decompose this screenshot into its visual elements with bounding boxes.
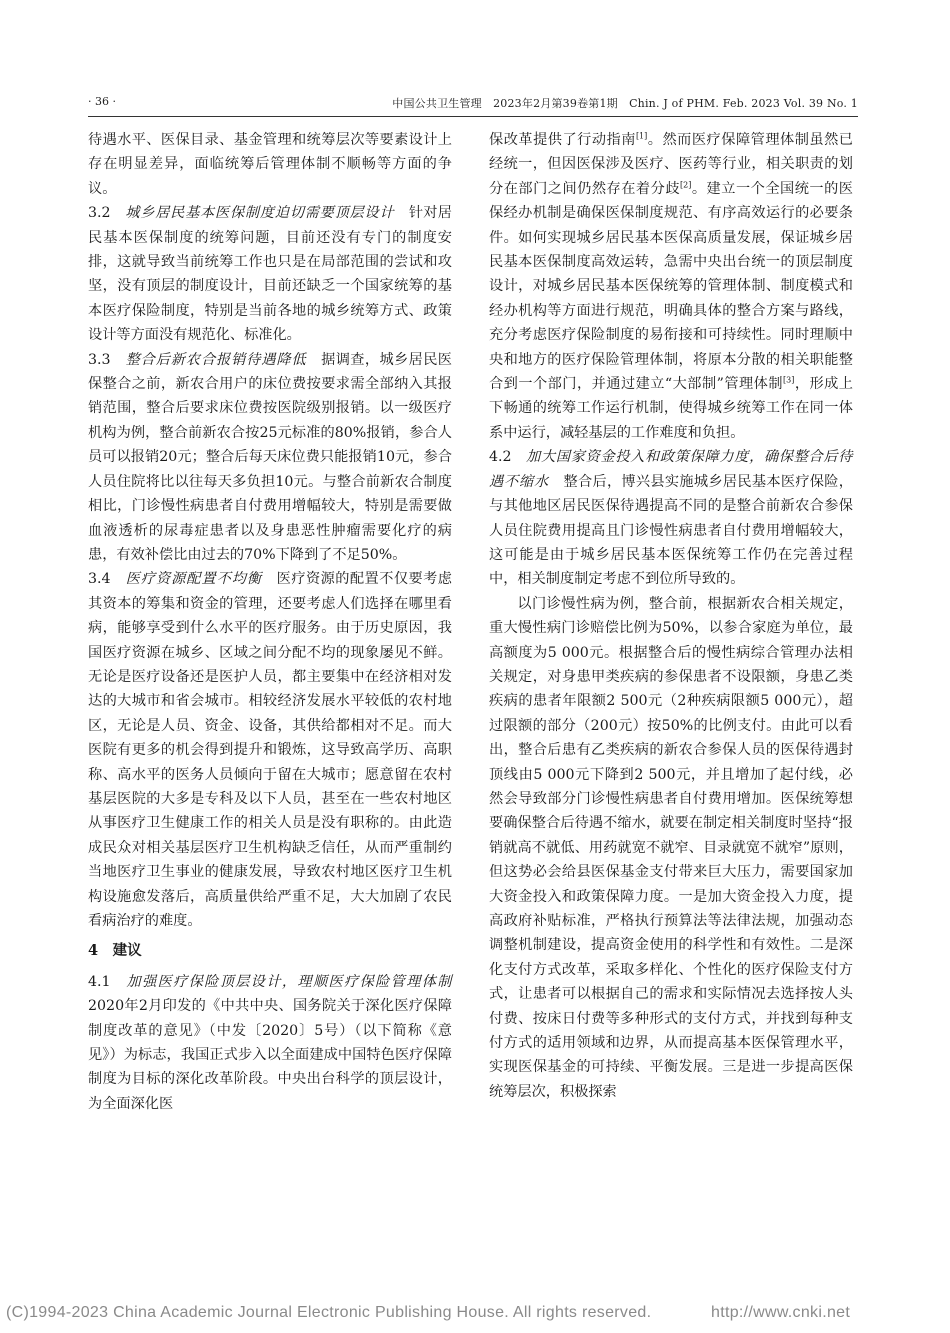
section-text: 整合后，博兴县实施城乡居民基本医疗保险，与其他地区居民医保待遇提高不同的是整合前新农合参保人员住院费用提高且门诊慢性病患者自付费用增幅较大，这可能是由于城乡居民基本医保统筹工作仍在完善过程中，相关制度制定考虑不到位所导致的。	[489, 473, 853, 588]
section-3-4	[88, 567, 452, 933]
section-4-1	[88, 970, 452, 1116]
citation-ref: [2]	[680, 180, 692, 190]
copyright-notice: (C)1994-2023 China Academic Journal Electronic Publishing House. All rights reserved.	[6, 1304, 652, 1321]
text-run: 。然而医疗保障管理体制虽然已经统一，但因医保涉及医疗、医药等行业，相关职责的划分在部门之间仍然存在着分歧	[489, 132, 853, 197]
section-3-2	[88, 201, 452, 347]
citation-ref: [1]	[635, 131, 648, 141]
section-number: 4.2	[489, 449, 512, 466]
section-number: 3.4	[88, 571, 111, 588]
section-text: 针对居民基本医保制度的统筹问题，目前还没有专门的制度安排，这就导致当前统筹工作也只是在局部范围的尝试和攻坚，没有顶层的制度设计，目前还缺乏一个国家统筹的基本医疗保险制度，特别是当前各地的城乡统筹方式、政策设计等方面没有规范化、标准化。	[88, 205, 452, 344]
section-number: 3.3	[88, 351, 111, 368]
section-text: 医疗资源的配置不仅要考虑其资本的筹集和资金的管理，还要考虑人们选择在哪里看病，能够享受到什么水平的医疗服务。由于历史原因，我国医疗资源在城乡、区域之间分配不均的现象屡见不鲜。无论是医疗设备还是医护人员，都主要集中在经济相对发达的大城市和省会城市。相较经济发展水平较低的农村地区，无论是人员、资金、设备，其供给都相对不足。而大医院有更多的机会得到提升和锻炼，这导致高学历、高职称、高水平的医务人员倾向于留在大城市；愿意留在农村基层医院的大多是专科及以下人员，甚至在一些农村地区从事医疗卫生健康工作的相关人员是没有职称的。由此造成民众对相关基层医疗卫生机构缺乏信任，从而严重制约当地医疗卫生事业的健康发展，导致农村地区医疗卫生机构设施愈发落后，高质量供给严重不足，大大加剧了农民看病治疗的难度。	[88, 571, 452, 929]
journal-citation: 中国公共卫生管理 2023年2月第39卷第1期 Chin. J of PHM. Feb. 2023 Vol. 39 No. 1	[392, 97, 858, 110]
section-4-2	[489, 445, 853, 591]
section-title: 加强医疗保险顶层设计，理顺医疗保险管理体制	[126, 973, 452, 990]
section-text: 2020年2月印发的《中共中央、国务院关于深化医疗保障制度改革的意见》（中发〔2020〕5号）（以下简称《意见》）为标志，我国正式步入以全面建成中国特色医疗保障制度为目标的深化改革阶段。中央出台科学的顶层设计，为全面深化医	[88, 998, 452, 1112]
section-4-heading: 4 建议	[88, 942, 142, 960]
continued-paragraph: 待遇水平、医保目录、基金管理和统筹层次等要素设计上存在明显差异，面临统筹后管理体制不顺畅等方面的争议。	[88, 132, 452, 197]
running-header	[88, 95, 858, 115]
cnki-link[interactable]: http://www.cnki.net	[711, 1304, 851, 1321]
section-3-3	[88, 348, 452, 568]
section-text: 据调查，城乡居民医保整合之前，新农合用户的床位费按要求需全部纳入其报销范围，整合后要求床位费按医院级别报销。以一级医疗机构为例，整合前新农合按25元标准的80%报销，参合人员可以报销20元；整合后每天床位费只能报销10元，参合人员住院将比以往每天多负担10元。与整合前新农合制度相比，门诊慢性病患者自付费用增幅较大，特别是需要做血液透析的尿毒症患者以及身患恶性肿瘤需要化疗的病患，有效补偿比由过去的70%下降到了不足50%。	[88, 351, 452, 563]
page-number: · 36 ·	[88, 95, 116, 108]
section-title: 医疗资源配置不均衡	[125, 571, 263, 588]
section-title: 城乡居民基本医保制度迫切需要顶层设计	[125, 205, 395, 222]
left-column	[88, 128, 452, 1116]
right-column	[489, 128, 853, 1104]
text-run: 。建立一个全国统一的医保经办机制是确保医保制度规范、有序高效运行的必要条件。如何实现城乡居民基本医保高质量发展，保证城乡居民基本医保制度高效运转，急需中央出台统一的顶层制度设计，对城乡居民基本医保统筹的管理体制、制度模式和经办机构等方面进行规范，明确具体的整合方案与路线，充分考虑医疗保险制度的易衔接和可持续性。同时理顺中央和地方的医疗保险管理体制，将原本分散的相关职能整合到一个部门，并通过建立“大部制”管理体制	[489, 180, 853, 393]
section-title: 加大国家资金投入和政策保障力度，确保整合后待遇不缩水	[489, 449, 853, 490]
text-run: 保改革提供了行动指南	[489, 132, 636, 148]
section-number: 4.1	[88, 973, 111, 990]
header-rule	[88, 116, 858, 117]
continued-paragraph	[489, 128, 853, 445]
section-number: 3.2	[88, 205, 111, 222]
section-title: 整合后新农合报销待遇降低	[125, 351, 307, 368]
text-run: ，形成上下畅通的统筹工作运行机制，使得城乡统筹工作在同一体系中运行，减轻基层的工作难度和负担。	[489, 376, 853, 441]
citation-ref: [3]	[783, 375, 795, 385]
body-paragraph: 以门诊慢性病为例，整合前，根据新农合相关规定，重大慢性病门诊赔偿比例为50%，以参合家庭为单位，最高额度为5 000元。根据整合后的慢性病综合管理办法相关规定，对身患甲类疾病的参保患者不设限额，身患乙类疾病的患者年限额2 500元（2种疾病限额5 000元），超过限额的部分（200元）按50%的比例支付。由此可以看出，整合后患有乙类疾病的新农合参保人员的医保待遇封顶线由5 000元下降到2 500元，并且增加了起付线，必然会导致部分门诊慢性病患者自付费用增加。医保统筹想要确保整合后待遇不缩水，就要在制定相关制度时坚持“报销就高不就低、用药就宽不就窄、目录就宽不就窄”原则，但这势必会给县医保基金支付带来巨大压力，需要国家加大资金投入和政策保障力度。一是加大资金投入力度，提高政府补贴标准，严格执行预算法等法律法规，加强动态调整机制建设，提高资金使用的科学性和有效性。二是深化支付方式改革，采取多样化、个性化的医疗保险支付方式，让患者可以根据自己的需求和实际情况去选择按人头付费、按床日付费等多种形式的支付方式，并找到每种支付方式的适用领域和边界，从而提高基本医保管理水平，实现医保基金的可持续、平衡发展。三是进一步提高医保统筹层次，积极探索	[489, 595, 853, 1100]
